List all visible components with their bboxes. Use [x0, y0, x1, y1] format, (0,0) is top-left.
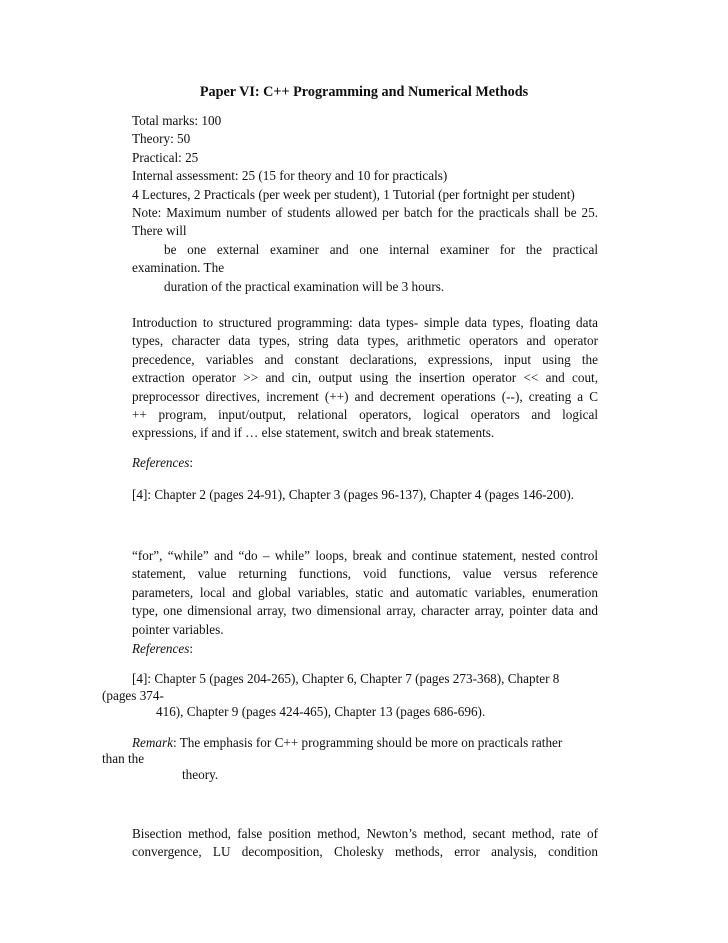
unit1-line: precedence, variables and constant declarations, expressions, input using the — [132, 351, 598, 367]
unit1-line: expressions, if and if … else statement, switch and break statements. — [132, 425, 495, 441]
unit2-line: parameters, local and global variables, static and automatic variables, enumeration — [132, 584, 598, 600]
internal-assessment: Internal assessment: 25 (15 for theory and 10 for practicals) — [132, 168, 448, 184]
paper-title: Paper VI: C++ Programming and Numerical Methods — [199, 84, 529, 100]
reference-line: 416), Chapter 9 (pages 424-465), Chapter 13 (pages 686-696). — [156, 704, 486, 719]
remark-line: than the — [102, 751, 145, 766]
reference-line: (pages 374- — [102, 688, 164, 703]
unit1-line: types, character data types, string data types, arithmetic operators and operator — [132, 333, 598, 349]
unit2-paragraph — [132, 547, 598, 639]
references-colon: : — [189, 455, 194, 470]
note-line: There will — [132, 223, 187, 239]
total-marks: Total marks: 100 — [132, 113, 222, 128]
references-label: References — [132, 455, 190, 470]
unit1-line: preprocessor directives, increment (++) and decrement operations (--), creating a C — [132, 388, 598, 404]
note-line: be one external examiner and one internal examiner for the practical — [164, 241, 598, 257]
unit2-line: pointer variables. — [132, 621, 224, 637]
references-label: References — [132, 641, 190, 656]
references-colon: : — [189, 641, 194, 656]
theory-marks: Theory: 50 — [132, 131, 191, 147]
unit1-paragraph — [132, 314, 598, 443]
reference-line: [4]: Chapter 2 (pages 24-91), Chapter 3 (pages 96-137), Chapter 4 (pages 146-200). — [132, 487, 575, 502]
unit1-line: Introduction to structured programming: data types- simple data types, floating data — [132, 315, 598, 330]
unit1-references-heading — [132, 454, 598, 472]
unit2-references-heading — [132, 640, 598, 658]
unit3-line: Bisection method, false position method, Newton’s method, secant method, rate of — [132, 826, 598, 841]
note-paragraph — [132, 204, 598, 296]
unit2-line: type, one dimensional array, two dimensional array, character array, pointer data and — [132, 603, 598, 619]
note-line: examination. The — [132, 260, 225, 276]
unit1-line: ++ program, input/output, relational operators, logical operators and logical — [132, 407, 598, 423]
unit3-paragraph — [132, 825, 598, 862]
remark-text: : The emphasis for C++ programming should be more on practicals rather — [173, 735, 563, 750]
remark-line: theory. — [182, 767, 219, 782]
note-line: Note: Maximum number of students allowed per batch for the practicals shall be 25. — [132, 205, 598, 220]
lectures-schedule: 4 Lectures, 2 Practicals (per week per student), 1 Tutorial (per fortnight per student) — [132, 186, 575, 202]
remark-line — [132, 734, 562, 752]
unit3-line: convergence, LU decomposition, Cholesky methods, error analysis, condition — [132, 844, 598, 860]
reference-line: [4]: Chapter 5 (pages 204-265), Chapter 6, Chapter 7 (pages 273-368), Chapter 8 — [132, 671, 560, 686]
practical-marks: Practical: 25 — [132, 149, 199, 165]
remark-label: Remark — [132, 735, 174, 750]
unit1-reference — [132, 486, 598, 504]
unit2-line: statement, value returning functions, void functions, value versus reference — [132, 566, 598, 582]
marks-summary — [132, 112, 598, 204]
unit1-line: extraction operator >> and cin, output using the insertion operator << and cout, — [132, 370, 598, 386]
unit2-line: “for”, “while” and “do – while” loops, break and continue statement, nested control — [132, 548, 598, 563]
note-line: duration of the practical examination will be 3 hours. — [164, 278, 445, 294]
